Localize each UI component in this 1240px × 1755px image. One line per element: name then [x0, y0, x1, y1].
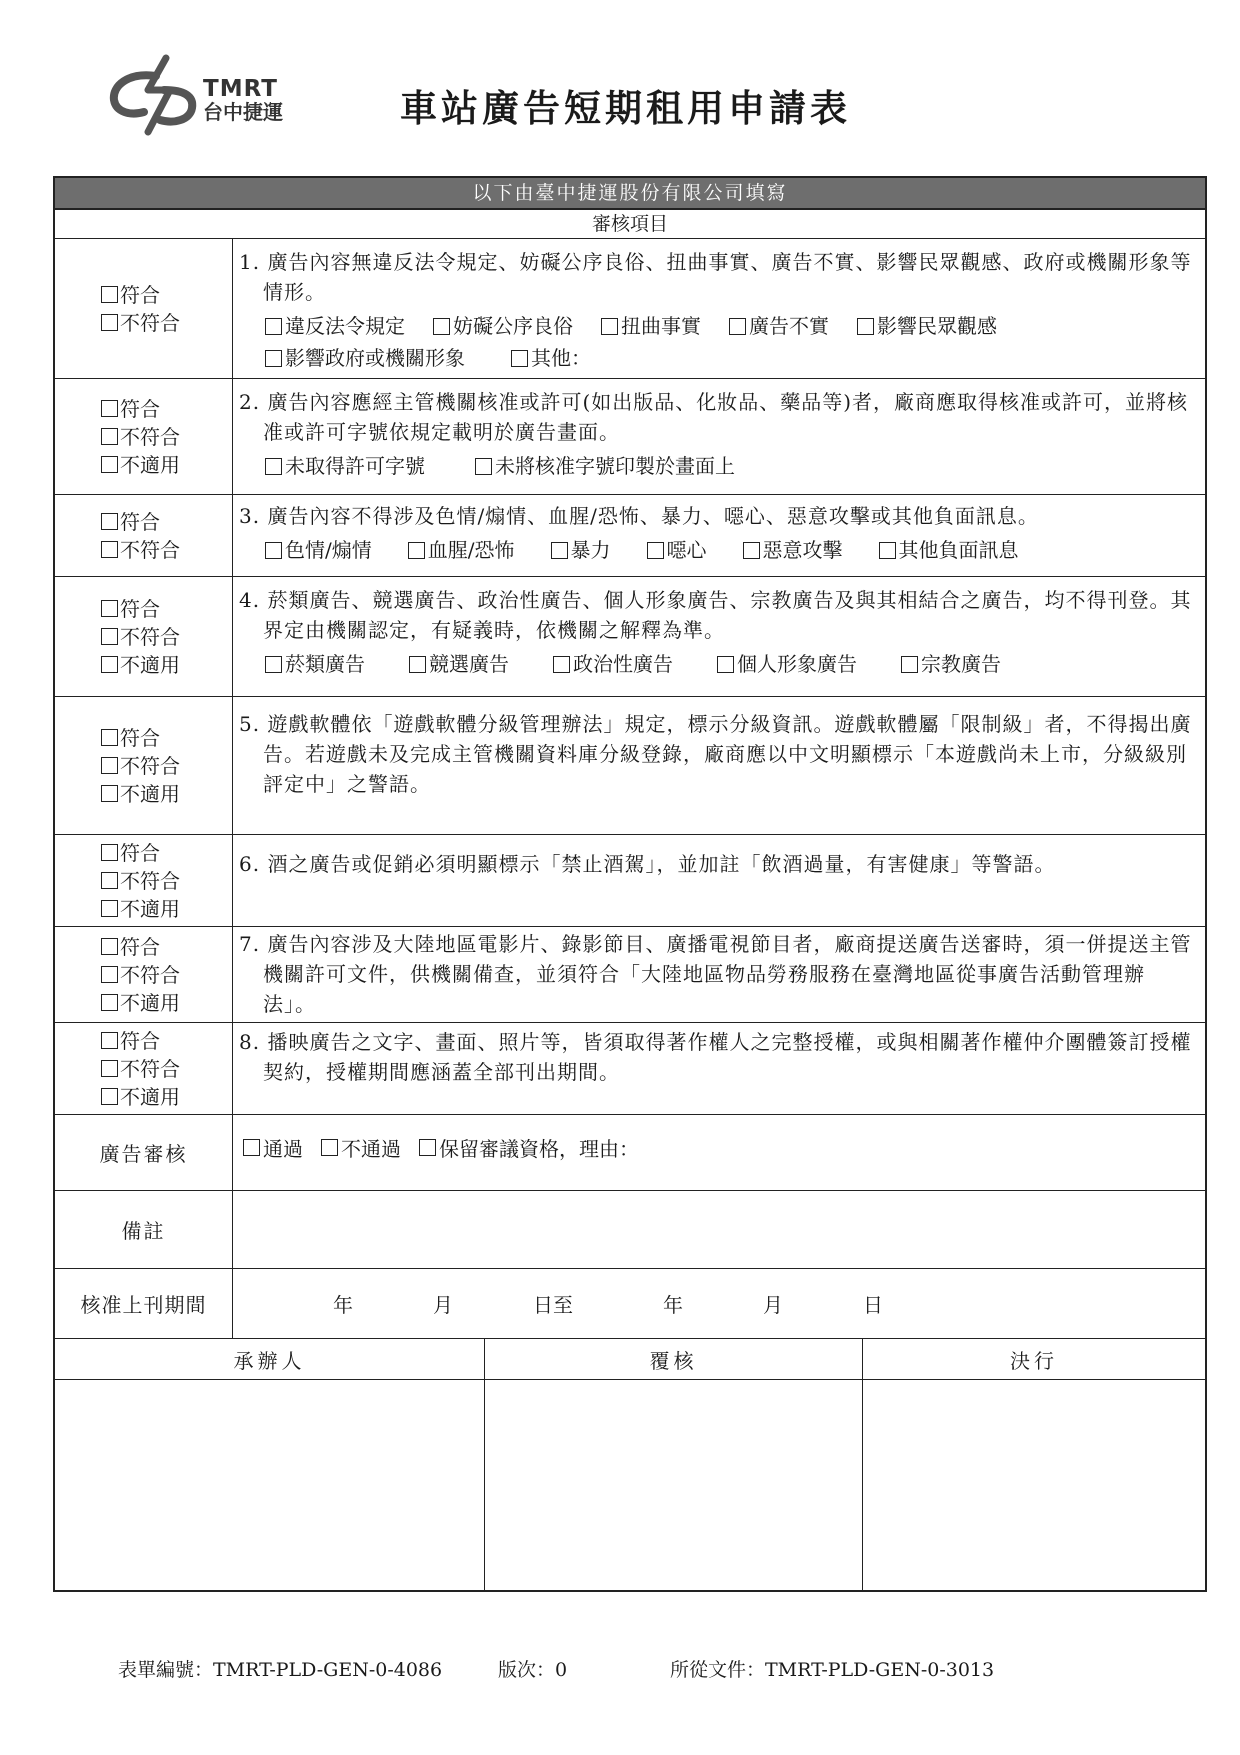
checkbox-box[interactable] — [901, 656, 918, 673]
review-label: 覆核 — [485, 1339, 863, 1379]
option-checkbox[interactable]: 菸類廣告 — [265, 649, 365, 679]
checkbox-box[interactable] — [265, 458, 282, 475]
handler-signature-field[interactable] — [55, 1380, 485, 1590]
checkbox-box[interactable] — [717, 656, 734, 673]
checkbox-box[interactable] — [101, 938, 118, 955]
checkbox-comply[interactable]: 符合 — [101, 281, 232, 309]
period-day-to: 日至 — [533, 1293, 573, 1317]
checkbox-box[interactable] — [433, 318, 450, 335]
checkbox-comply[interactable]: 符合 — [101, 1027, 232, 1055]
checkbox-box[interactable] — [101, 513, 118, 530]
status-group-5 — [55, 697, 233, 834]
parent-document: 所從文件：TMRT-PLD-GEN-0-3013 — [670, 1659, 995, 1681]
option-checkbox[interactable]: 個人形象廣告 — [717, 649, 857, 679]
checkbox-comply[interactable]: 符合 — [101, 724, 232, 752]
checkbox-comply[interactable]: 符合 — [101, 595, 232, 623]
checkbox-box[interactable] — [101, 1060, 118, 1077]
checkbox-na[interactable]: 不適用 — [101, 1083, 232, 1111]
checkbox-box[interactable] — [101, 1088, 118, 1105]
period-year: 年 — [333, 1293, 353, 1317]
checkbox-box[interactable] — [408, 542, 425, 559]
checkbox-box[interactable] — [511, 350, 528, 367]
status-group-8 — [55, 1023, 233, 1114]
item-text: 5. 遊戲軟體依「遊戲軟體分級管理辦法」規定，標示分級資訊。遊戲軟體屬「限制級」者，不得揭出廣告。若遊戲未及完成主管機關資料庫分級登錄，廠商應以中文明顯標示「本遊戲尚未上市，分級級別評定中」之警語。 — [239, 712, 1192, 796]
checkbox-na[interactable]: 不適用 — [101, 895, 232, 923]
item-text: 7. 廣告內容涉及大陸地區電影片、錄影節目、廣播電視節目者，廠商提送廣告送審時，須一併提送主管機關許可文件，供機關備查，並須符合「大陸地區物品勞務服務在臺灣地區從事廣告活動管理辦法」。 — [239, 932, 1192, 1016]
status-group-6 — [55, 835, 233, 926]
checkbox-not-comply[interactable]: 不符合 — [101, 867, 232, 895]
checkbox-box[interactable] — [101, 628, 118, 645]
checkbox-not-comply[interactable]: 不符合 — [101, 423, 232, 451]
checkbox-na[interactable]: 不適用 — [101, 451, 232, 479]
checkbox-na[interactable]: 不適用 — [101, 780, 232, 808]
form-number: 表單編號：TMRT-PLD-GEN-0-4086 — [118, 1659, 443, 1681]
checkbox-comply[interactable]: 符合 — [101, 395, 232, 423]
checkbox-box[interactable] — [729, 318, 746, 335]
checkbox-box[interactable] — [101, 400, 118, 417]
checkbox-box[interactable] — [743, 542, 760, 559]
checkbox-box[interactable] — [265, 542, 282, 559]
item-text: 8. 播映廣告之文字、畫面、照片等，皆須取得著作權人之完整授權，或與相關著作權仲介團體簽訂授權契約，授權期間應涵蓋全部刊出期間。 — [239, 1030, 1192, 1084]
option-checkbox[interactable]: 扭曲事實 — [601, 311, 701, 341]
period-label: 核准上刊期間 — [55, 1269, 233, 1338]
checkbox-reserve[interactable]: 保留審議資格，理由： — [419, 1133, 639, 1162]
period-day-end: 日 — [863, 1293, 883, 1317]
review-item-7 — [55, 927, 1205, 1023]
option-checkbox[interactable]: 廣告不實 — [729, 311, 829, 341]
option-checkbox[interactable]: 未取得許可字號 — [265, 451, 425, 481]
checkbox-box[interactable] — [647, 542, 664, 559]
checkbox-not-comply[interactable]: 不符合 — [101, 623, 232, 651]
review-signature-field[interactable] — [485, 1380, 863, 1590]
checkbox-box[interactable] — [101, 541, 118, 558]
option-checkbox[interactable]: 血腥/恐怖 — [408, 535, 515, 565]
checkbox-box[interactable] — [101, 785, 118, 802]
checkbox-box[interactable] — [101, 757, 118, 774]
checkbox-box[interactable] — [101, 314, 118, 331]
approve-signature-field[interactable] — [863, 1380, 1205, 1590]
checkbox-box[interactable] — [601, 318, 618, 335]
review-item-1 — [55, 239, 1205, 379]
checkbox-box[interactable] — [101, 600, 118, 617]
checkbox-not-comply[interactable]: 不符合 — [101, 309, 232, 337]
item-text: 1. 廣告內容無違反法令規定、妨礙公序良俗、扭曲事實、廣告不實、影響民眾觀感、政府或機關形象等情形。 — [239, 250, 1192, 304]
status-group-7 — [55, 927, 233, 1022]
checkbox-box[interactable] — [553, 656, 570, 673]
review-items-header: 審核項目 — [55, 210, 1205, 239]
review-item-8 — [55, 1023, 1205, 1115]
signature-area — [55, 1380, 1205, 1590]
option-checkbox[interactable]: 違反法令規定 — [265, 311, 405, 341]
checkbox-box[interactable] — [857, 318, 874, 335]
status-group-2 — [55, 379, 233, 494]
option-checkbox[interactable]: 競選廣告 — [409, 649, 509, 679]
review-item-5 — [55, 697, 1205, 835]
review-form — [53, 176, 1207, 1592]
item-text: 6. 酒之廣告或促銷必須明顯標示「禁止酒駕」，並加註「飲酒過量，有害健康」等警語。 — [239, 852, 1056, 876]
checkbox-box[interactable] — [101, 428, 118, 445]
review-item-3 — [55, 495, 1205, 577]
checkbox-not-comply[interactable]: 不符合 — [101, 961, 232, 989]
option-checkbox[interactable]: 影響民眾觀感 — [857, 311, 997, 341]
option-checkbox[interactable]: 噁心 — [647, 535, 707, 565]
status-group-1 — [55, 239, 233, 378]
checkbox-box[interactable] — [101, 872, 118, 889]
checkbox-box[interactable] — [101, 456, 118, 473]
checkbox-box[interactable] — [551, 542, 568, 559]
option-checkbox[interactable]: 未將核准字號印製於畫面上 — [475, 451, 735, 481]
logo-en: TMRT — [203, 76, 278, 102]
checkbox-box[interactable] — [243, 1139, 260, 1156]
option-checkbox[interactable]: 色情/煽情 — [265, 535, 372, 565]
checkbox-not-comply[interactable]: 不符合 — [101, 536, 232, 564]
option-checkbox[interactable]: 其他： — [511, 343, 591, 373]
checkbox-not-comply[interactable]: 不符合 — [101, 1055, 232, 1083]
checkbox-box[interactable] — [475, 458, 492, 475]
ad-review-row — [55, 1115, 1205, 1191]
ad-review-label: 廣告審核 — [55, 1115, 233, 1190]
checkbox-comply[interactable]: 符合 — [101, 508, 232, 536]
logo-zh: 台中捷運 — [203, 100, 283, 124]
checkbox-box[interactable] — [101, 1032, 118, 1049]
option-checkbox[interactable]: 影響政府或機關形象 — [265, 343, 465, 373]
checkbox-comply[interactable]: 符合 — [101, 933, 232, 961]
option-checkbox[interactable]: 宗教廣告 — [901, 649, 1001, 679]
item-text: 4. 菸類廣告、競選廣告、政治性廣告、個人形象廣告、宗教廣告及與其相結合之廣告，均不得刊登。其界定由機關認定，有疑義時，依機關之解釋為準。 — [239, 588, 1192, 642]
logo-text — [203, 78, 283, 122]
checkbox-box[interactable] — [101, 844, 118, 861]
page-title: 車站廣告短期租用申請表 — [400, 86, 851, 130]
option-checkbox[interactable]: 妨礙公序良俗 — [433, 311, 573, 341]
version: 版次：0 — [498, 1659, 568, 1681]
checkbox-box[interactable] — [101, 966, 118, 983]
remarks-field[interactable] — [233, 1191, 1205, 1268]
checkbox-pass[interactable]: 通過 — [243, 1133, 303, 1162]
checkbox-na[interactable]: 不適用 — [101, 651, 232, 679]
checkbox-box[interactable] — [101, 994, 118, 1011]
checkbox-box[interactable] — [101, 729, 118, 746]
option-checkbox[interactable]: 政治性廣告 — [553, 649, 673, 679]
checkbox-box[interactable] — [265, 656, 282, 673]
status-group-4 — [55, 577, 233, 696]
option-checkbox[interactable]: 惡意攻擊 — [743, 535, 843, 565]
signature-header — [55, 1339, 1205, 1380]
checkbox-box[interactable] — [101, 286, 118, 303]
checkbox-box[interactable] — [409, 656, 426, 673]
option-checkbox[interactable]: 暴力 — [551, 535, 611, 565]
checkbox-fail[interactable]: 不通過 — [321, 1133, 401, 1162]
checkbox-box[interactable] — [879, 542, 896, 559]
item-text: 3. 廣告內容不得涉及色情/煽情、血腥/恐怖、暴力、噁心、惡意攻擊或其他負面訊息。 — [239, 504, 1039, 528]
checkbox-box[interactable] — [265, 350, 282, 367]
checkbox-box[interactable] — [265, 318, 282, 335]
checkbox-comply[interactable]: 符合 — [101, 839, 232, 867]
period-month-end: 月 — [763, 1293, 783, 1317]
checkbox-box[interactable] — [321, 1139, 338, 1156]
option-checkbox[interactable]: 其他負面訊息 — [879, 535, 1019, 565]
handler-label: 承辦人 — [55, 1339, 485, 1379]
period-month: 月 — [433, 1293, 453, 1317]
section-title: 以下由臺中捷運股份有限公司填寫 — [55, 178, 1205, 210]
period-row — [55, 1269, 1205, 1339]
checkbox-na[interactable]: 不適用 — [101, 989, 232, 1017]
remarks-label: 備註 — [55, 1191, 233, 1268]
review-item-2 — [55, 379, 1205, 495]
period-year-end: 年 — [663, 1293, 683, 1317]
review-item-4 — [55, 577, 1205, 697]
period-field[interactable] — [233, 1269, 1205, 1338]
review-item-6 — [55, 835, 1205, 927]
item-text: 2. 廣告內容應經主管機關核准或許可(如出版品、化妝品、藥品等)者，廠商應取得核准或許可，並將核准或許可字號依規定載明於廣告畫面。 — [239, 390, 1189, 444]
checkbox-box[interactable] — [419, 1139, 436, 1156]
checkbox-not-comply[interactable]: 不符合 — [101, 752, 232, 780]
remarks-row — [55, 1191, 1205, 1269]
status-group-3 — [55, 495, 233, 576]
checkbox-box[interactable] — [101, 656, 118, 673]
approve-label: 決行 — [1010, 1348, 1058, 1373]
checkbox-box[interactable] — [101, 900, 118, 917]
